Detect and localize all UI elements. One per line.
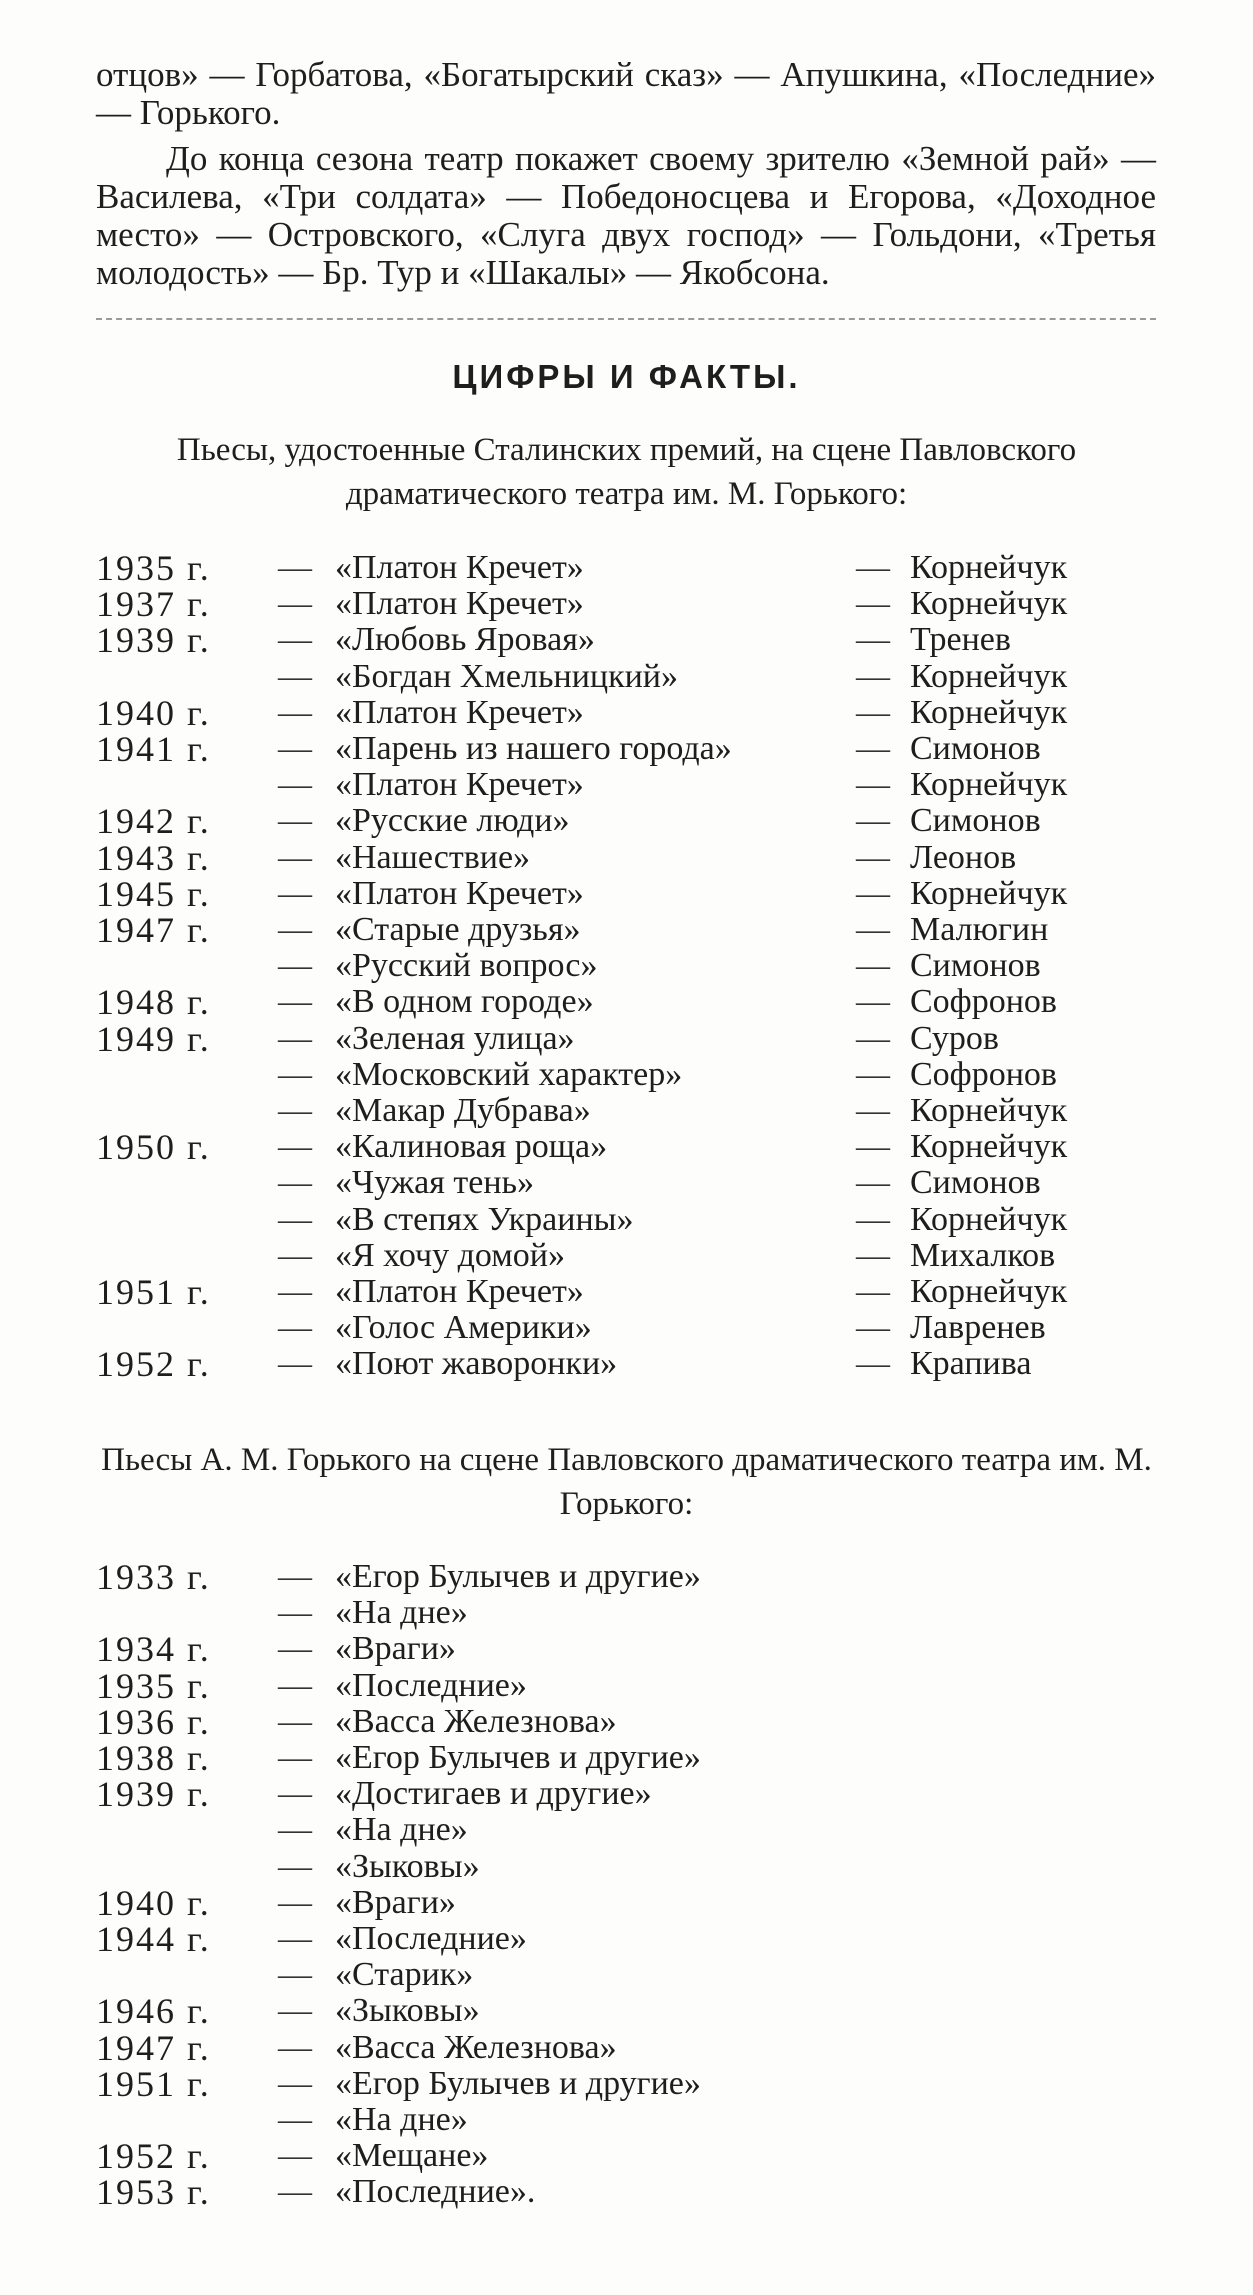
dash-separator: —: [856, 585, 890, 623]
play-title: «Достигаев и другие»: [335, 1775, 652, 1813]
dash-separator: —: [278, 1128, 312, 1166]
stalin-prize-caption: Пьесы, удостоенные Сталинских премий, на сцене Павловского драматического театра им. М. Горького:: [176, 432, 1077, 512]
year-label: 1937 г.: [96, 584, 211, 625]
dash-separator: —: [856, 1236, 890, 1274]
play-title: «На дне»: [335, 2101, 468, 2138]
dash-separator: —: [856, 1345, 890, 1383]
dash-separator: —: [278, 983, 312, 1021]
dash-separator: —: [278, 1558, 312, 1595]
play-title: «Я хочу домой»: [335, 1236, 565, 1274]
play-title: «Егор Булычев и другие»: [335, 1558, 701, 1595]
author-name: Софронов: [910, 983, 1057, 1021]
dash-separator: —: [278, 657, 312, 695]
play-title: «Последние»: [335, 1920, 527, 1957]
play-title: «Старые друзья»: [335, 911, 581, 948]
dash-separator: —: [278, 2064, 312, 2102]
play-title: «На дне»: [335, 1811, 468, 1849]
author-name: Корнейчук: [910, 1128, 1068, 1166]
play-title: «Калиновая роща»: [335, 1128, 608, 1166]
year-label: 1948 г.: [96, 982, 211, 1023]
dash-separator: —: [278, 1883, 312, 1921]
year-label: 1947 г.: [96, 2027, 211, 2068]
play-title: «Платон Кречет»: [335, 549, 584, 586]
dash-separator: —: [856, 1164, 890, 1202]
dash-separator: —: [278, 911, 312, 948]
year-label: 1933 г.: [96, 1557, 211, 1597]
play-title: «Чужая тень»: [335, 1164, 535, 1202]
dash-separator: —: [278, 1666, 312, 1704]
author-name: Корнейчук: [910, 657, 1068, 695]
dash-separator: —: [856, 693, 890, 731]
play-title: «Егор Булычев и другие»: [335, 2064, 701, 2102]
dash-separator: —: [856, 874, 890, 912]
dash-separator: —: [278, 621, 312, 659]
play-title: «Платон Кречет»: [335, 585, 584, 623]
dash-separator: —: [278, 1092, 312, 1129]
year-label: 1934 г.: [96, 1629, 211, 1670]
play-title: «Московский характер»: [335, 1055, 683, 1093]
year-label: 1945 г.: [96, 873, 211, 914]
dash-separator: —: [278, 1630, 312, 1668]
dash-separator: —: [278, 1739, 312, 1776]
dash-separator: —: [856, 1092, 890, 1129]
year-label: 1940 г.: [96, 692, 211, 733]
year-label: 1942 г.: [96, 801, 211, 842]
year-label: 1939 г.: [96, 620, 211, 661]
author-name: Софронов: [910, 1055, 1057, 1093]
dash-separator: —: [278, 1019, 312, 1057]
author-name: Корнейчук: [910, 693, 1068, 731]
dash-separator: —: [278, 693, 312, 731]
year-label: 1938 г.: [96, 1738, 211, 1778]
dash-separator: —: [278, 1345, 312, 1383]
year-label: 1935 г.: [96, 1665, 211, 1706]
year-label: 1936 г.: [96, 1701, 211, 1742]
play-title: «В одном городе»: [335, 983, 594, 1021]
year-label: 1944 г.: [96, 1919, 211, 1959]
dash-separator: —: [856, 947, 890, 985]
dash-separator: —: [856, 766, 890, 804]
author-name: Корнейчук: [910, 1273, 1068, 1310]
dash-separator: —: [278, 549, 312, 586]
author-name: Михалков: [910, 1236, 1056, 1274]
play-title: «Любовь Яровая»: [335, 621, 595, 659]
dash-separator: —: [856, 657, 890, 695]
dash-separator: —: [278, 802, 312, 840]
dash-separator: —: [856, 621, 890, 659]
dash-separator: —: [856, 838, 890, 876]
dash-separator: —: [856, 730, 890, 767]
dash-separator: —: [278, 1920, 312, 1957]
dash-separator: —: [278, 1200, 312, 1238]
author-name: Леонов: [910, 838, 1017, 876]
play-title: «Егор Булычев и другие»: [335, 1739, 701, 1776]
dash-separator: —: [278, 2101, 312, 2138]
author-name: Симонов: [910, 947, 1041, 985]
dash-separator: —: [278, 2137, 312, 2175]
dash-separator: —: [278, 1236, 312, 1274]
dash-separator: —: [856, 1128, 890, 1166]
play-title: «Платон Кречет»: [335, 874, 584, 912]
dash-separator: —: [278, 2173, 312, 2211]
author-name: Малюгин: [910, 911, 1049, 948]
play-title: «Мещане»: [335, 2137, 489, 2175]
section-heading: ЦИФРЫ И ФАКТЫ.: [452, 358, 801, 395]
author-name: Корнейчук: [910, 549, 1068, 586]
intro-paragraph-continued: отцов» — Горбатова, «Богатырский сказ» — Апушкина, «Последние» — Горького.: [96, 55, 1156, 132]
play-title: «Последние»: [335, 1666, 527, 1704]
dash-separator: —: [278, 1702, 312, 1740]
dash-separator: —: [278, 1847, 312, 1885]
play-title: «Зеленая улица»: [335, 1019, 575, 1057]
play-title: «Васса Железнова»: [335, 1702, 617, 1740]
dash-separator: —: [278, 1811, 312, 1849]
year-label: 1939 г.: [96, 1774, 211, 1815]
play-title: «Макар Дубрава»: [335, 1092, 591, 1129]
dash-separator: —: [856, 802, 890, 840]
dash-separator: —: [856, 1309, 890, 1347]
author-name: Симонов: [910, 802, 1041, 840]
dash-separator: —: [278, 585, 312, 623]
play-title: «Последние».: [335, 2173, 536, 2211]
dash-separator: —: [278, 1956, 312, 1994]
year-label: 1952 г.: [96, 2136, 211, 2177]
dash-separator: —: [856, 983, 890, 1021]
year-label: 1941 г.: [96, 729, 211, 769]
year-label: 1949 г.: [96, 1018, 211, 1059]
author-name: Корнейчук: [910, 874, 1068, 912]
dash-separator: —: [278, 1992, 312, 2030]
dash-separator: —: [278, 1775, 312, 1813]
play-title: «Старик»: [335, 1956, 474, 1994]
year-label: 1950 г.: [96, 1127, 211, 1168]
dash-separator: —: [278, 1164, 312, 1202]
year-label: 1943 г.: [96, 837, 211, 878]
play-title: «Русские люди»: [335, 802, 570, 840]
play-title: «Богдан Хмельницкий»: [335, 657, 678, 695]
dash-separator: —: [278, 766, 312, 804]
author-name: Корнейчук: [910, 585, 1068, 623]
play-title: «Зыковы»: [335, 1847, 480, 1885]
author-name: Крапива: [910, 1345, 1032, 1383]
author-name: Тренев: [910, 621, 1011, 659]
year-label: 1953 г.: [96, 2172, 211, 2213]
play-title: «Васса Железнова»: [335, 2028, 617, 2066]
dash-separator: —: [278, 730, 312, 767]
year-label: 1935 г.: [96, 548, 211, 588]
year-label: 1951 г.: [96, 2063, 211, 2104]
play-title: «Платон Кречет»: [335, 693, 584, 731]
play-title: «В степях Украины»: [335, 1200, 634, 1238]
play-title: «Голос Америки»: [335, 1309, 592, 1347]
section-divider: [96, 318, 1156, 321]
play-title: «Парень из нашего города»: [335, 730, 732, 767]
play-title: «Враги»: [335, 1630, 456, 1668]
author-name: Корнейчук: [910, 1092, 1068, 1129]
dash-separator: —: [856, 1273, 890, 1310]
dash-separator: —: [278, 838, 312, 876]
play-title: «Русский вопрос»: [335, 947, 598, 985]
year-label: 1946 г.: [96, 1991, 211, 2032]
play-title: «Платон Кречет»: [335, 1273, 584, 1310]
dash-separator: —: [856, 549, 890, 586]
dash-separator: —: [856, 1200, 890, 1238]
dash-separator: —: [278, 1309, 312, 1347]
year-label: 1952 г.: [96, 1344, 211, 1385]
year-label: 1951 г.: [96, 1272, 211, 1312]
play-title: «На дне»: [335, 1594, 468, 1632]
dash-separator: —: [278, 947, 312, 985]
play-title: «Платон Кречет»: [335, 766, 584, 804]
dash-separator: —: [278, 1055, 312, 1093]
dash-separator: —: [278, 1273, 312, 1310]
gorky-plays-caption: Пьесы А. М. Горького на сцене Павловского драматического театра им. М. Горького:: [101, 1442, 1152, 1522]
author-name: Корнейчук: [910, 1200, 1068, 1238]
play-title: «Нашествие»: [335, 838, 531, 876]
year-label: 1947 г.: [96, 910, 211, 950]
author-name: Корнейчук: [910, 766, 1068, 804]
dash-separator: —: [278, 874, 312, 912]
author-name: Суров: [910, 1019, 999, 1057]
author-name: Симонов: [910, 1164, 1041, 1202]
play-title: «Поют жаворонки»: [335, 1345, 618, 1383]
dash-separator: —: [278, 2028, 312, 2066]
play-title: «Зыковы»: [335, 1992, 480, 2030]
author-name: Симонов: [910, 730, 1041, 767]
dash-separator: —: [856, 1055, 890, 1093]
year-label: 1940 г.: [96, 1882, 211, 1923]
dash-separator: —: [856, 911, 890, 948]
author-name: Лавренев: [910, 1309, 1046, 1347]
play-title: «Враги»: [335, 1883, 456, 1921]
dash-separator: —: [278, 1594, 312, 1632]
season-plans-paragraph: До конца сезона театр покажет своему зрителю «Земной рай» — Василева, «Три солдата» — Победоносцева и Егорова, «Доходное место» — Островского, «Слуга двух господ» — Гольдони, «Третья молодость» — Бр. Тур и «Шакалы» — Якобсона.: [96, 139, 1156, 292]
dash-separator: —: [856, 1019, 890, 1057]
